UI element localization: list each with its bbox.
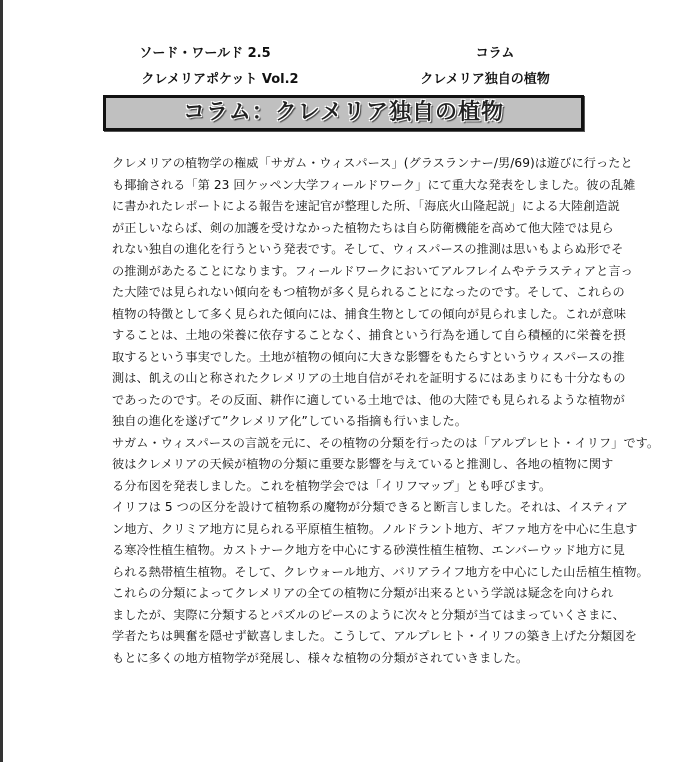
body-text-line: る分布図を発表しました。これを植物学会では「イリフマップ」とも呼びます。 <box>112 478 552 493</box>
body-text-line: クレメリアの植物学の権威「サガム・ウィスパース」(グラスランナー/男/69)は遊びに行ったと <box>112 156 633 170</box>
body-text-line: れない独自の進化を行うという発表です。そして、ウィスパースの推測は思いもよらぬ形でそ <box>112 242 624 256</box>
body-text-line: ましたが、実際に分類するとパズルのピースのように次々と分類が当てはまっていくさまに、 <box>112 607 625 622</box>
body-text-line: 測は、飢えの山と称されたクレメリアの土地自信がそれを証明するにはあまりにも十分なもの <box>112 371 626 385</box>
header-section: コラム <box>475 46 515 61</box>
body-text-line: 取するという事実でした。土地が植物の傾向に大きな影響をもたらすというウィスパースの推 <box>112 349 625 364</box>
body-text-line: の推測があたることになります。フィールドワークにおいてアルフレイムやテラスティアと言っ <box>112 263 633 278</box>
body-text-line: イリフは 5 つの区分を設けて植物系の魔物が分類できると断言しました。それは、イスティア <box>112 500 629 514</box>
body-text-line: も揶揄される「第 23 回ケッペン大学フィールドワーク」にて重大な発表をしました。彼の乱雑 <box>112 177 636 192</box>
body-text-line: 独自の進化を遂げて”クレメリア化”している指摘も行いました。 <box>112 414 468 428</box>
column-title-box <box>103 95 584 131</box>
column-title: コラム：クレメリア独自の植物 <box>182 100 505 125</box>
body-text-line: であったのです。その反面、耕作に適している土地では、他の大陸でも見られるような植物が <box>112 392 625 407</box>
header-volume: クレメリアポケット Vol.2 <box>141 72 299 87</box>
body-text-line: これらの分類によってクレメリアの全ての植物に分類が出来るという学説は疑念を向けられ <box>112 586 614 600</box>
body-text-line: することは、土地の栄養に依存することなく、捕食という行為を通して自ら積極的に栄養を摂 <box>112 328 626 342</box>
body-text-line: られる熱帯植生植物。そして、クレウォール地方、バリアライフ地方を中心にした山岳植生植物。 <box>112 564 649 579</box>
body-text-line: 彼はクレメリアの天候が植物の分類に重要な影響を与えていると推測し、各地の植物に関す <box>112 457 614 471</box>
body-text-line: た大陸では見られない傾向をもつ植物が多く見られることになったのです。そして、これらの <box>112 285 625 299</box>
body-text-line: ン地方、クリミア地方に見られる平原植生植物。ノルドラント地方、ギファ地方を中心に生息す <box>112 521 638 536</box>
body-text-line: サガム・ウィスパースの言説を元に、その植物の分類を行ったのは「アルプレヒト・イリフ」です。 <box>112 435 660 450</box>
column-body <box>112 153 660 669</box>
body-text-line: る寒冷性植生植物。カストナーク地方を中心にする砂漠性植生植物、エンバーウッド地方に見 <box>112 543 625 557</box>
body-text-line: 学者たちは興奮を隠せず歓喜しました。こうして、アルプレヒト・イリフの築き上げた分類図を <box>112 629 637 643</box>
header-series: ソード・ワールド 2.5 <box>139 46 271 61</box>
body-text-line: に書かれたレポートによる報告を速記官が整理した所、「海底火山隆起説」による大陸創造説 <box>112 199 620 213</box>
body-text-line: もとに多くの地方植物学が発展し、様々な植物の分類がされていきました。 <box>112 650 529 665</box>
body-text-line: 植物の特徴として多く見られた傾向には、捕食生物としての傾向が見られました。これが意味 <box>112 306 626 321</box>
body-text-line: が正しいならば、剣の加護を受けなかった植物たちは自ら防衛機能を高めて他大陸では見ら <box>112 220 614 235</box>
page-edge <box>0 0 3 762</box>
header-topic: クレメリア独自の植物 <box>420 72 550 87</box>
